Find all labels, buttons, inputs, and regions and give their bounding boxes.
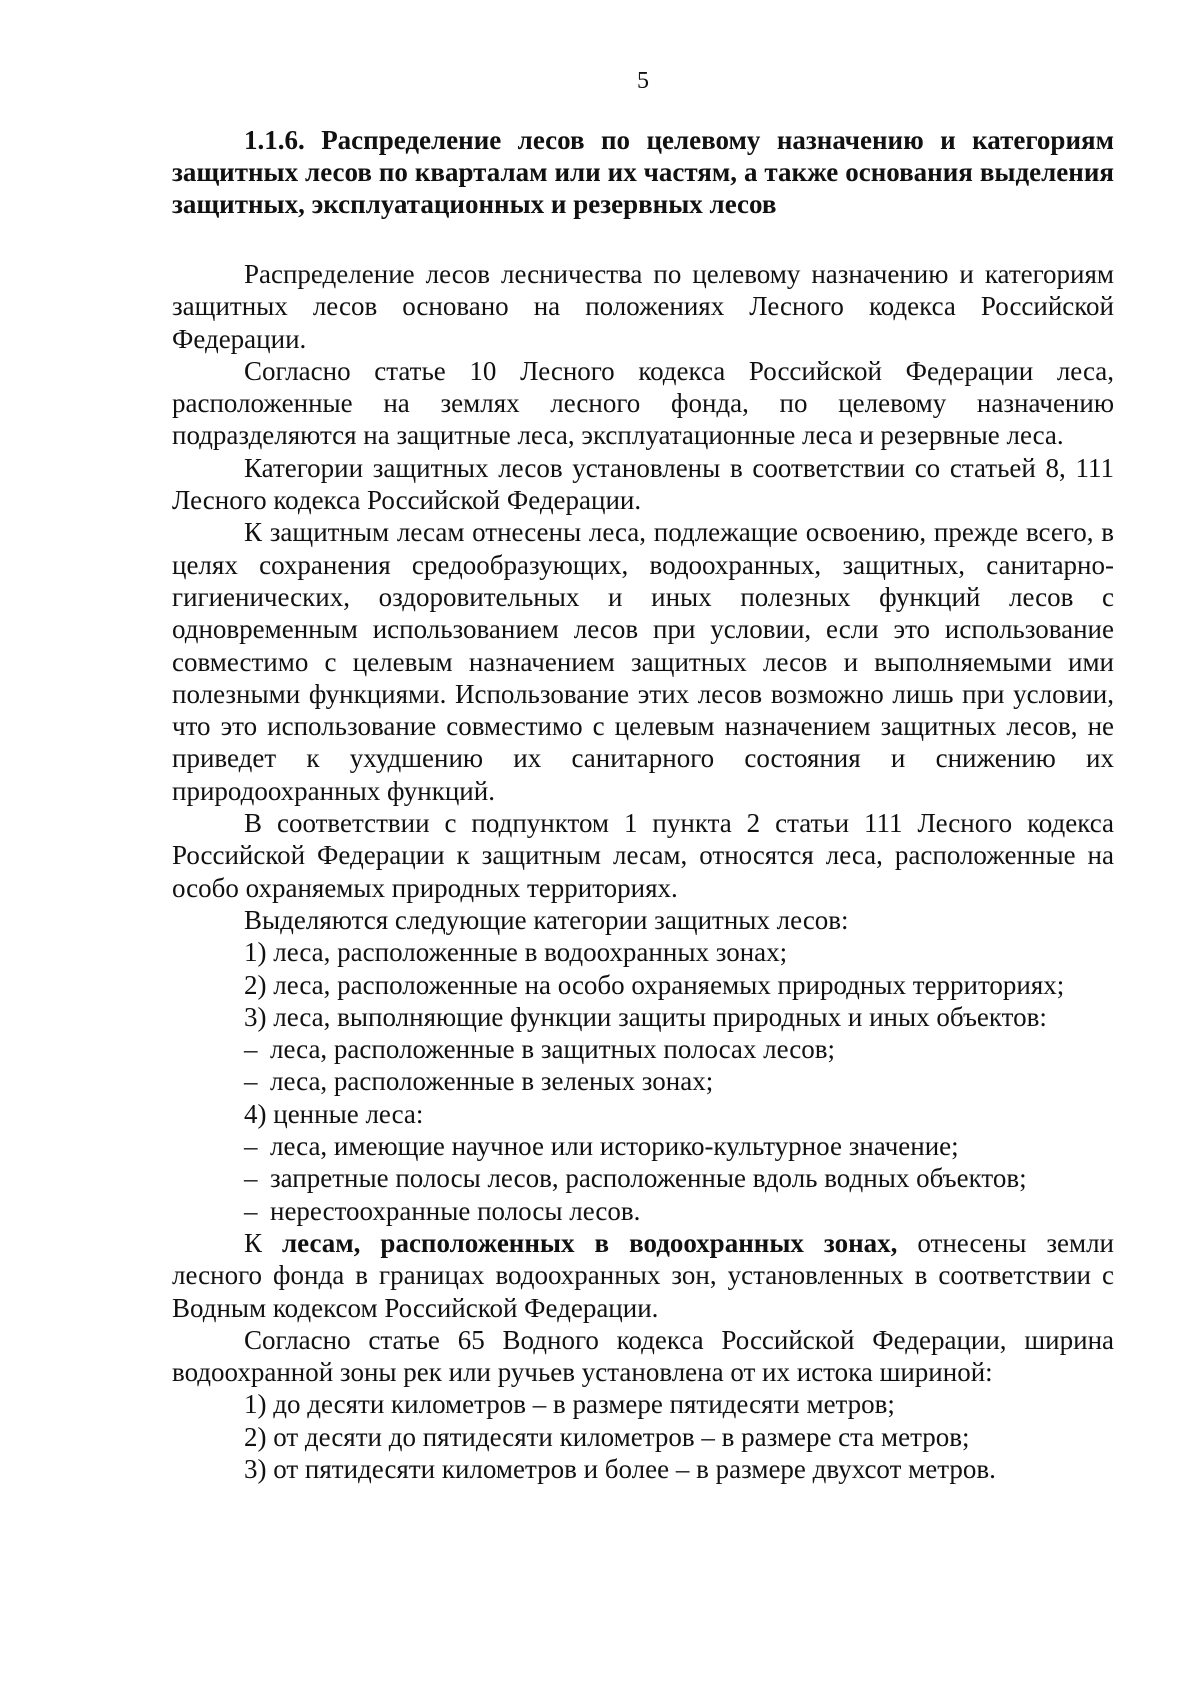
paragraph-categories-intro: Выделяются следующие категории защитных лесов: bbox=[244, 904, 849, 935]
width-item-1: 1) до десяти километров – в размере пятидесяти метров; bbox=[244, 1389, 895, 1420]
subcategory-text: леса, имеющие научное или историко-культурное значение; bbox=[270, 1131, 959, 1162]
subcategory-text: запретные полосы лесов, расположенные вдоль водных объектов; bbox=[270, 1163, 1027, 1194]
paragraph-article-10: Согласно статье 10 Лесного кодекса Российской Федерации леса, расположенные на землях лесного фонда, по целевому назначению подразделяются на защитные леса, эксплуатационные леса и резервные леса. bbox=[172, 355, 1114, 451]
page-number: 5 bbox=[637, 68, 649, 94]
paragraph-water-protection-zones bbox=[172, 1227, 1114, 1324]
category-item-4: 4) ценные леса: bbox=[244, 1098, 424, 1129]
paragraph-protective-forests: К защитным лесам отнесены леса, подлежащие освоению, прежде всего, в целях сохранения средообразующих, водоохранных, защитных, санитарно-гигиенических, оздоровительных и иных полезных функций лесов с одновременным использованием лесов при условии, если это использование совместимо с целевым назначением защитных лесов и выполняемыми ими полезными функциями. Использование этих лесов возможно лишь при условии, что это использование совместимо с целевым назначением защитных лесов, не приведет к ухудшению их санитарного состояния и снижению их природоохранных функций. bbox=[172, 517, 1114, 806]
subcategory-item bbox=[244, 1162, 1114, 1194]
water-zone-rest: отнесены земли лесного фонда в границах водоохранных зон, установленных в соответствии с Водным кодексом Российской Федерации. bbox=[172, 1227, 1114, 1323]
subcategory-item bbox=[244, 1065, 1114, 1097]
paragraph-article-65: Согласно статье 65 Водного кодекса Российской Федерации, ширина водоохранной зоны рек или ручьев установлена от их истока шириной: bbox=[172, 1324, 1114, 1388]
width-item-3: 3) от пятидесяти километров и более – в размере двухсот метров. bbox=[244, 1453, 996, 1484]
subcategory-item bbox=[244, 1195, 1114, 1227]
document-page bbox=[172, 66, 1114, 1485]
subcategory-text: нерестоохранные полосы лесов. bbox=[270, 1195, 641, 1226]
section-heading: 1.1.6. Распределение лесов по целевому назначению и категориям защитных лесов по кварталам или их частям, а также основания выделения защитных, эксплуатационных и резервных лесов bbox=[172, 125, 1114, 219]
paragraph-forest-distribution: Распределение лесов лесничества по целевому назначению и категориям защитных лесов основано на положениях Лесного кодекса Российской Федерации. bbox=[172, 259, 1114, 354]
water-zone-lead: К bbox=[244, 1227, 263, 1258]
water-zone-bold-term: лесам, расположенных в водоохранных зонах, bbox=[282, 1227, 898, 1258]
dash-mark: – bbox=[244, 1131, 258, 1162]
paragraph-article-111: В соответствии с подпунктом 1 пункта 2 статьи 111 Лесного кодекса Российской Федерации к защитным лесам, относятся леса, расположенные на особо охраняемых природных территориях. bbox=[172, 808, 1114, 903]
subcategory-text: леса, расположенные в зеленых зонах; bbox=[270, 1066, 714, 1097]
paragraph-categories-basis: Категории защитных лесов установлены в соответствии со статьей 8, 111 Лесного кодекса Российской Федерации. bbox=[172, 452, 1114, 516]
dash-mark: – bbox=[244, 1066, 258, 1097]
dash-mark: – bbox=[244, 1034, 258, 1065]
dash-mark: – bbox=[244, 1195, 258, 1226]
subcategory-item bbox=[244, 1130, 1114, 1162]
subcategory-text: леса, расположенные в защитных полосах лесов; bbox=[270, 1034, 836, 1065]
category-item-3: 3) леса, выполняющие функции защиты природных и иных объектов: bbox=[244, 1001, 1047, 1032]
width-item-2: 2) от десяти до пятидесяти километров – в размере ста метров; bbox=[244, 1421, 970, 1452]
category-item-1: 1) леса, расположенные в водоохранных зонах; bbox=[244, 937, 788, 968]
subcategory-item bbox=[244, 1033, 1114, 1065]
dash-mark: – bbox=[244, 1163, 258, 1194]
category-item-2: 2) леса, расположенные на особо охраняемых природных территориях; bbox=[244, 969, 1065, 1000]
